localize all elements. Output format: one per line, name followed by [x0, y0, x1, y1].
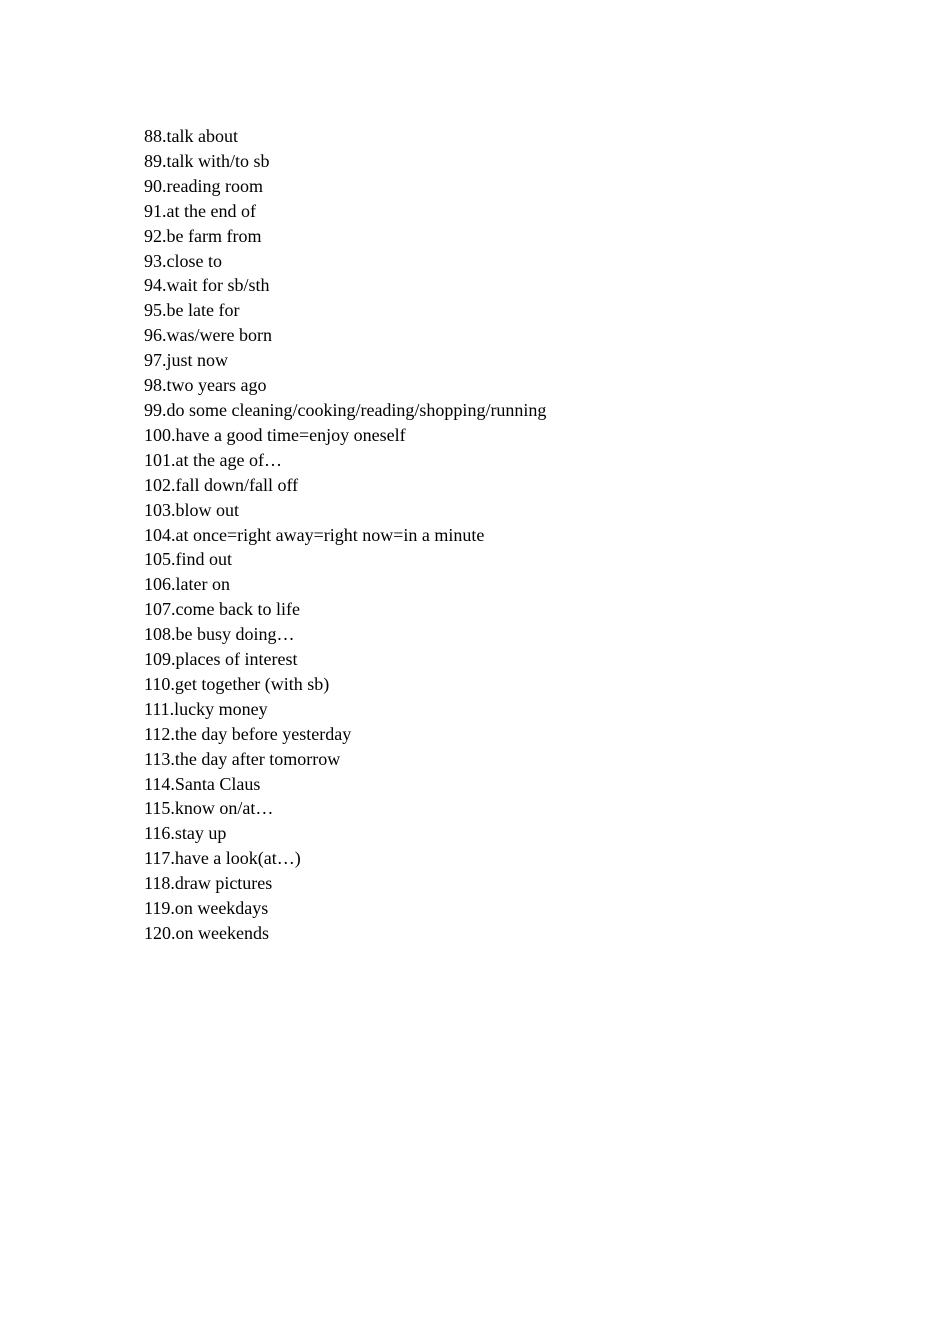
phrase-line: 102.fall down/fall off [144, 474, 299, 495]
phrase-line: 94.wait for sb/sth [144, 275, 270, 296]
phrase-line: 116.stay up [144, 823, 227, 844]
phrase-line: 93.close to [144, 250, 222, 271]
phrase-line: 110.get together (with sb) [144, 673, 330, 694]
phrase-line: 119.on weekdays [144, 898, 269, 919]
phrase-line: 108.be busy doing… [144, 624, 295, 645]
phrase-line: 107.come back to life [144, 599, 300, 620]
phrase-line: 120.on weekends [144, 923, 269, 943]
phrase-line: 88.talk about [144, 126, 238, 146]
phrase-line: 96.was/were born [144, 325, 272, 346]
phrase-line: 112.the day before yesterday [144, 723, 352, 744]
phrase-line: 103.blow out [144, 499, 240, 520]
phrase-line: 106.later on [144, 574, 230, 595]
phrase-line: 95.be late for [144, 300, 240, 321]
phrase-line: 91.at the end of [144, 200, 256, 221]
phrase-line: 118.draw pictures [144, 873, 273, 894]
phrase-line: 98.two years ago [144, 375, 267, 396]
phrase-line: 97.just now [144, 350, 229, 371]
phrase-list [144, 124, 844, 946]
phrase-line: 114.Santa Claus [144, 773, 261, 794]
phrase-line: 109.places of interest [144, 649, 298, 670]
phrase-line: 99.do some cleaning/cooking/reading/shopping/running [144, 399, 547, 420]
phrase-line: 89.talk with/to sb [144, 150, 270, 171]
phrase-line: 115.know on/at… [144, 798, 274, 819]
phrase-line: 113.the day after tomorrow [144, 748, 341, 769]
phrase-line: 90.reading room [144, 175, 263, 196]
phrase-line: 105.find out [144, 549, 232, 570]
phrase-line: 111.lucky money [144, 698, 268, 719]
phrase-line: 92.be farm from [144, 225, 262, 246]
phrase-line: 100.have a good time=enjoy oneself [144, 424, 406, 445]
phrase-line: 117.have a look(at…) [144, 848, 301, 869]
phrase-line: 104.at once=right away=right now=in a minute [144, 524, 485, 545]
phrase-line: 101.at the age of… [144, 449, 282, 470]
